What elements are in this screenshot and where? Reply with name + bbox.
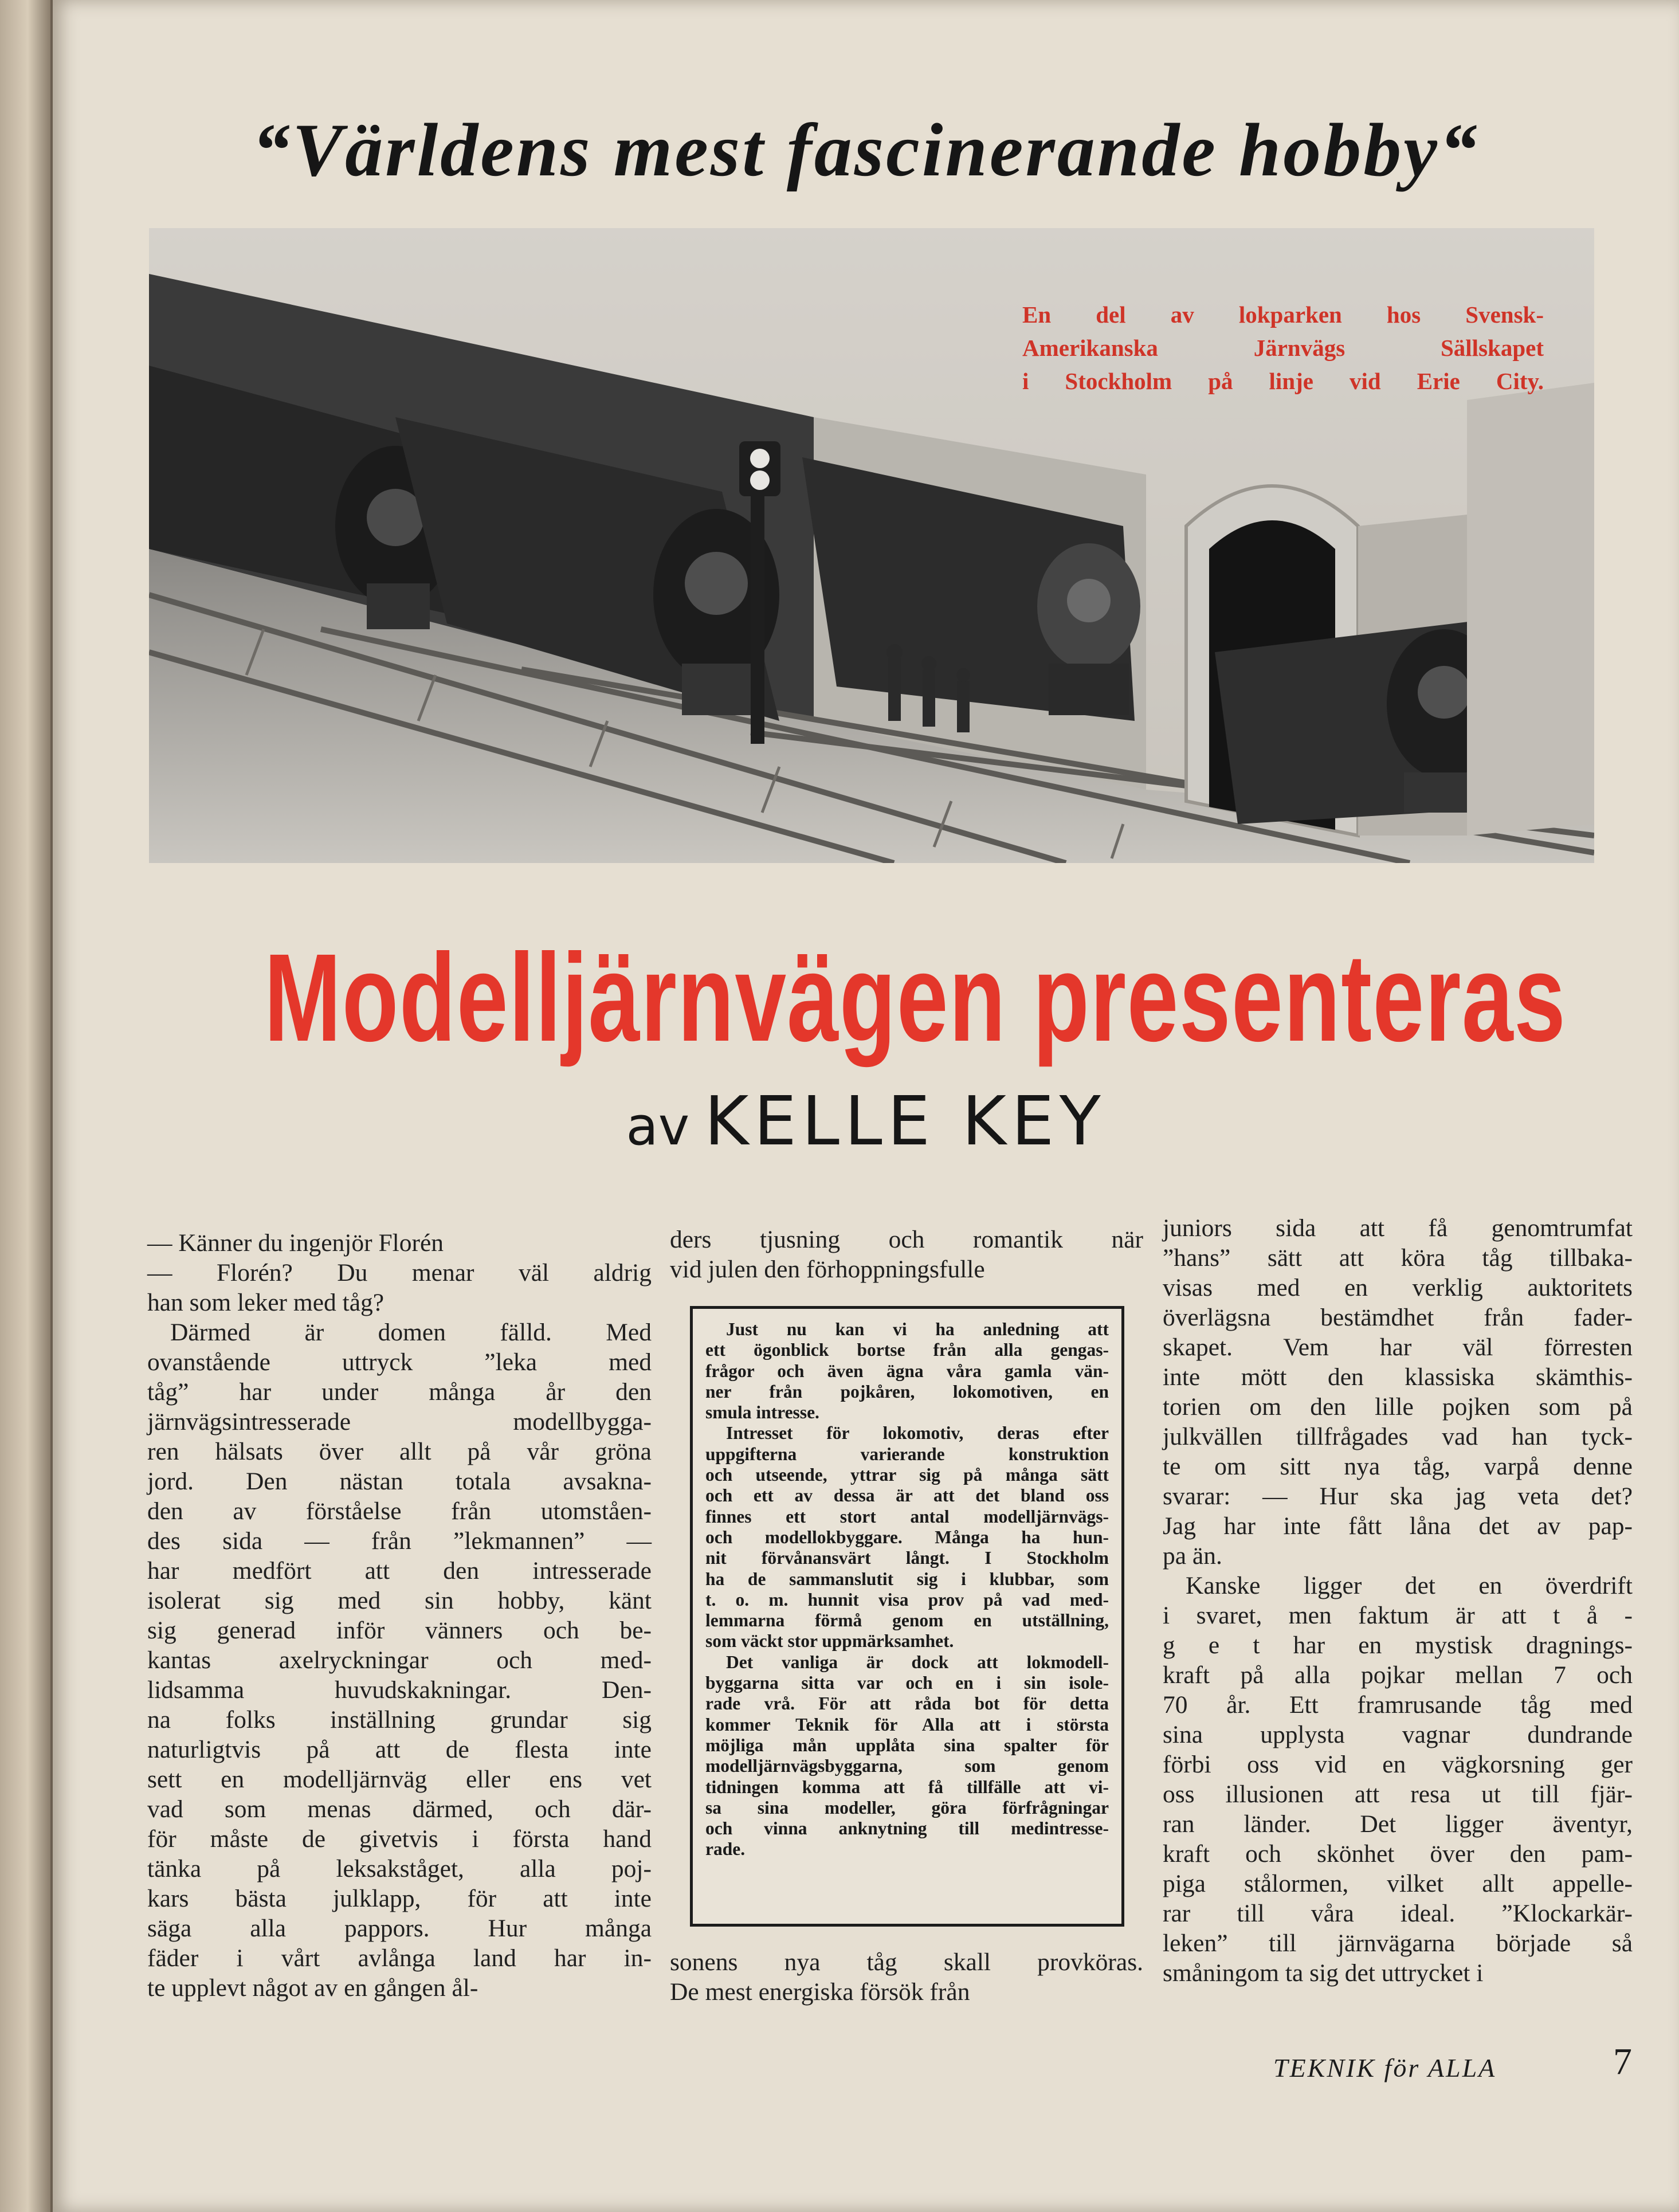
text-line: säga alla pappors. Hur många <box>147 1915 652 1942</box>
text-line: har medfört att den intresserade <box>147 1557 652 1585</box>
text-line: Kanske ligger det en överdrift <box>1186 1572 1633 1599</box>
text-line: lemmarna förmå genom en utställning, <box>705 1610 1109 1631</box>
byline <box>53 1081 1679 1167</box>
text-line: tidningen komma att få tillfälle att vi- <box>705 1776 1109 1797</box>
text-line: julkvällen tillfrågades vad han tyck- <box>1163 1423 1633 1450</box>
text-column-3 <box>1163 1213 1633 1988</box>
text-line: uppgifterna varierande konstruktion <box>705 1444 1109 1464</box>
text-line: ran länder. Det ligger äventyr, <box>1163 1810 1633 1838</box>
text-line: sett en modelljärnväg eller ens vet <box>147 1766 652 1793</box>
text-line: och utseende, yttrar sig på många sätt <box>705 1465 1109 1485</box>
editorial-box <box>690 1306 1124 1927</box>
text-line: tåg” har under många år den <box>147 1378 652 1406</box>
text-line: frågor och även ägna våra gamla vän- <box>705 1360 1109 1381</box>
text-line: ovanstående uttryck ”leka med <box>147 1348 652 1376</box>
text-line: han som leker med tåg? <box>147 1289 385 1316</box>
text-line: svarar: — Hur ska jag veta det? <box>1163 1482 1633 1510</box>
text-line: kraft på alla pojkar mellan 7 och <box>1163 1661 1633 1689</box>
text-line: ders tjusning och romantik när <box>670 1226 1143 1253</box>
text-line: — Känner du ingenjör Florén <box>147 1229 444 1257</box>
page-number: 7 <box>1613 2041 1632 2082</box>
text-line: leken” till järnvägarna började så <box>1163 1929 1633 1957</box>
text-line: ha de sammanslutit sig i klubbar, som <box>705 1568 1109 1589</box>
text-line: smula intresse. <box>705 1402 819 1423</box>
text-line: Det vanliga är dock att lokmodell- <box>726 1652 1109 1672</box>
previous-page-edge <box>0 0 50 2212</box>
text-line: pa än. <box>1163 1542 1222 1570</box>
text-line: lidsamma huvudskakningar. Den- <box>147 1676 652 1704</box>
text-line: visas med en verklig auktoritets <box>1163 1274 1633 1301</box>
caption-line: i Stockholm på linje vid Erie City. <box>1022 368 1544 394</box>
text-line: överlägsna bestämdhet från fader- <box>1163 1304 1633 1331</box>
text-line: naturligtvis på att de flesta inte <box>147 1736 652 1763</box>
text-line: piga stålormen, vilket allt appelle- <box>1163 1870 1633 1897</box>
text-line: finnes ett stort antal modelljärnvägs- <box>705 1506 1109 1527</box>
text-line: oss illusionen att resa ut till fjär- <box>1163 1780 1633 1808</box>
text-line: den av förståelse från utomståen- <box>147 1497 652 1525</box>
text-line: Därmed är domen fälld. Med <box>170 1319 652 1346</box>
text-line: Just nu kan vi ha anledning att <box>726 1319 1109 1339</box>
text-line: juniors sida att få genomtrumfat <box>1163 1214 1633 1242</box>
text-line: jord. Den nästan totala avsakna- <box>147 1468 652 1495</box>
text-line: ren hälsats över allt på vår gröna <box>147 1438 652 1465</box>
text-line: ner från pojkåren, lokomotiven, en <box>705 1381 1109 1402</box>
text-line: isolerat sig med sin hobby, känt <box>147 1587 652 1614</box>
text-line: — Florén? Du menar väl aldrig <box>147 1259 652 1287</box>
text-line: småningom ta sig det uttrycket i <box>1163 1959 1484 1987</box>
text-line: förbi oss vid en vägkorsning ger <box>1163 1751 1633 1778</box>
text-line: inte mött den klassiska skämthis- <box>1163 1363 1633 1391</box>
caption-line: Amerikanska Järnvägs Sällskapet <box>1022 335 1544 361</box>
text-column-2-top <box>670 1225 1143 1284</box>
text-line: kommer Teknik för Alla att i största <box>705 1714 1109 1735</box>
text-line: skapet. Vem har väl förresten <box>1163 1334 1633 1361</box>
text-line: nit förvånansvärt långt. I Stockholm <box>705 1548 1109 1568</box>
text-line: fäder i vårt avlånga land har in- <box>147 1944 652 1972</box>
text-line: och ett av dessa är att det bland oss <box>705 1485 1109 1506</box>
text-line: som väckt stor uppmärksamhet. <box>705 1631 954 1652</box>
text-line: vad som menas därmed, och där- <box>147 1795 652 1823</box>
text-line: vid julen den förhoppningsfulle <box>670 1256 985 1283</box>
text-line: kraft och skönhet över den pam- <box>1163 1840 1633 1868</box>
text-line: g e t har en mystisk dragnings- <box>1163 1631 1633 1659</box>
text-line: Jag har inte fått låna det av pap- <box>1163 1512 1633 1540</box>
text-line: Intresset för lokomotiv, deras efter <box>726 1423 1109 1444</box>
byline-author: KELLE KEY <box>704 1081 1106 1160</box>
photo-caption <box>1022 298 1544 398</box>
text-line: rade. <box>705 1839 746 1860</box>
text-line: kars bästa julklapp, för att inte <box>147 1885 652 1912</box>
text-line: sina upplysta vagnar dundrande <box>1163 1721 1633 1748</box>
text-line: na folks inställning grundar sig <box>147 1706 652 1733</box>
text-column-1 <box>147 1228 652 2003</box>
text-line: tänka på leksakståget, alla poj- <box>147 1855 652 1882</box>
text-line: kantas axelryckningar och med- <box>147 1646 652 1674</box>
article-headline: Modelljärnvägen presenteras <box>264 928 1567 1068</box>
text-line: och vinna anknytning till medintresse- <box>705 1818 1109 1839</box>
text-line: t. o. m. hunnit visa prov på vad med- <box>705 1589 1109 1610</box>
text-line: te upplevt något av en gången ål- <box>147 1974 478 2002</box>
text-line: för måste de givetvis i första hand <box>147 1825 652 1853</box>
text-line: möjliga mån upplåta sina spalter för <box>705 1735 1109 1755</box>
text-line: byggarna sitta var och en i sin isole- <box>705 1673 1109 1693</box>
text-line: och modellokbyggare. Många ha hun- <box>705 1527 1109 1547</box>
magazine-page <box>53 0 1679 2212</box>
text-line: ”hans” sätt att köra tåg tillbaka- <box>1163 1244 1633 1272</box>
text-line: torien om den lille pojken som på <box>1163 1393 1633 1421</box>
text-column-2-bottom <box>670 1947 1143 2007</box>
text-line: rade vrå. För att råda bot för detta <box>705 1693 1109 1714</box>
text-line: rar till våra ideal. ”Klockarkär- <box>1163 1900 1633 1927</box>
text-line: 70 år. Ett framrusande tåg med <box>1163 1691 1633 1719</box>
article-kicker: “Världens mest fascinerande hobby“ <box>252 108 1480 192</box>
byline-prefix: av <box>626 1096 690 1157</box>
text-line: des sida — från ”lekmannen” — <box>147 1527 652 1555</box>
text-line: järnvägsintresserade modellbygga- <box>147 1408 652 1436</box>
caption-line: En del av lokparken hos Svensk- <box>1022 301 1544 328</box>
text-line: De mest energiska försök från <box>670 1978 970 2006</box>
text-line: sa sina modeller, göra förfrågningar <box>705 1797 1109 1818</box>
text-line: te om sitt nya tåg, varpå denne <box>1163 1453 1633 1480</box>
text-line: i svaret, men faktum är att t å - <box>1163 1602 1633 1629</box>
text-line: modelljärnvägsbyggarna, som genom <box>705 1756 1109 1776</box>
text-line: sonens nya tåg skall provköras. <box>670 1948 1143 1976</box>
text-line: sig generad inför vänners och be- <box>147 1617 652 1644</box>
text-line: ett ögonblick bortse från alla gengas- <box>705 1340 1109 1360</box>
footer-magazine-name: TEKNIK för ALLA <box>1273 2053 1497 2082</box>
